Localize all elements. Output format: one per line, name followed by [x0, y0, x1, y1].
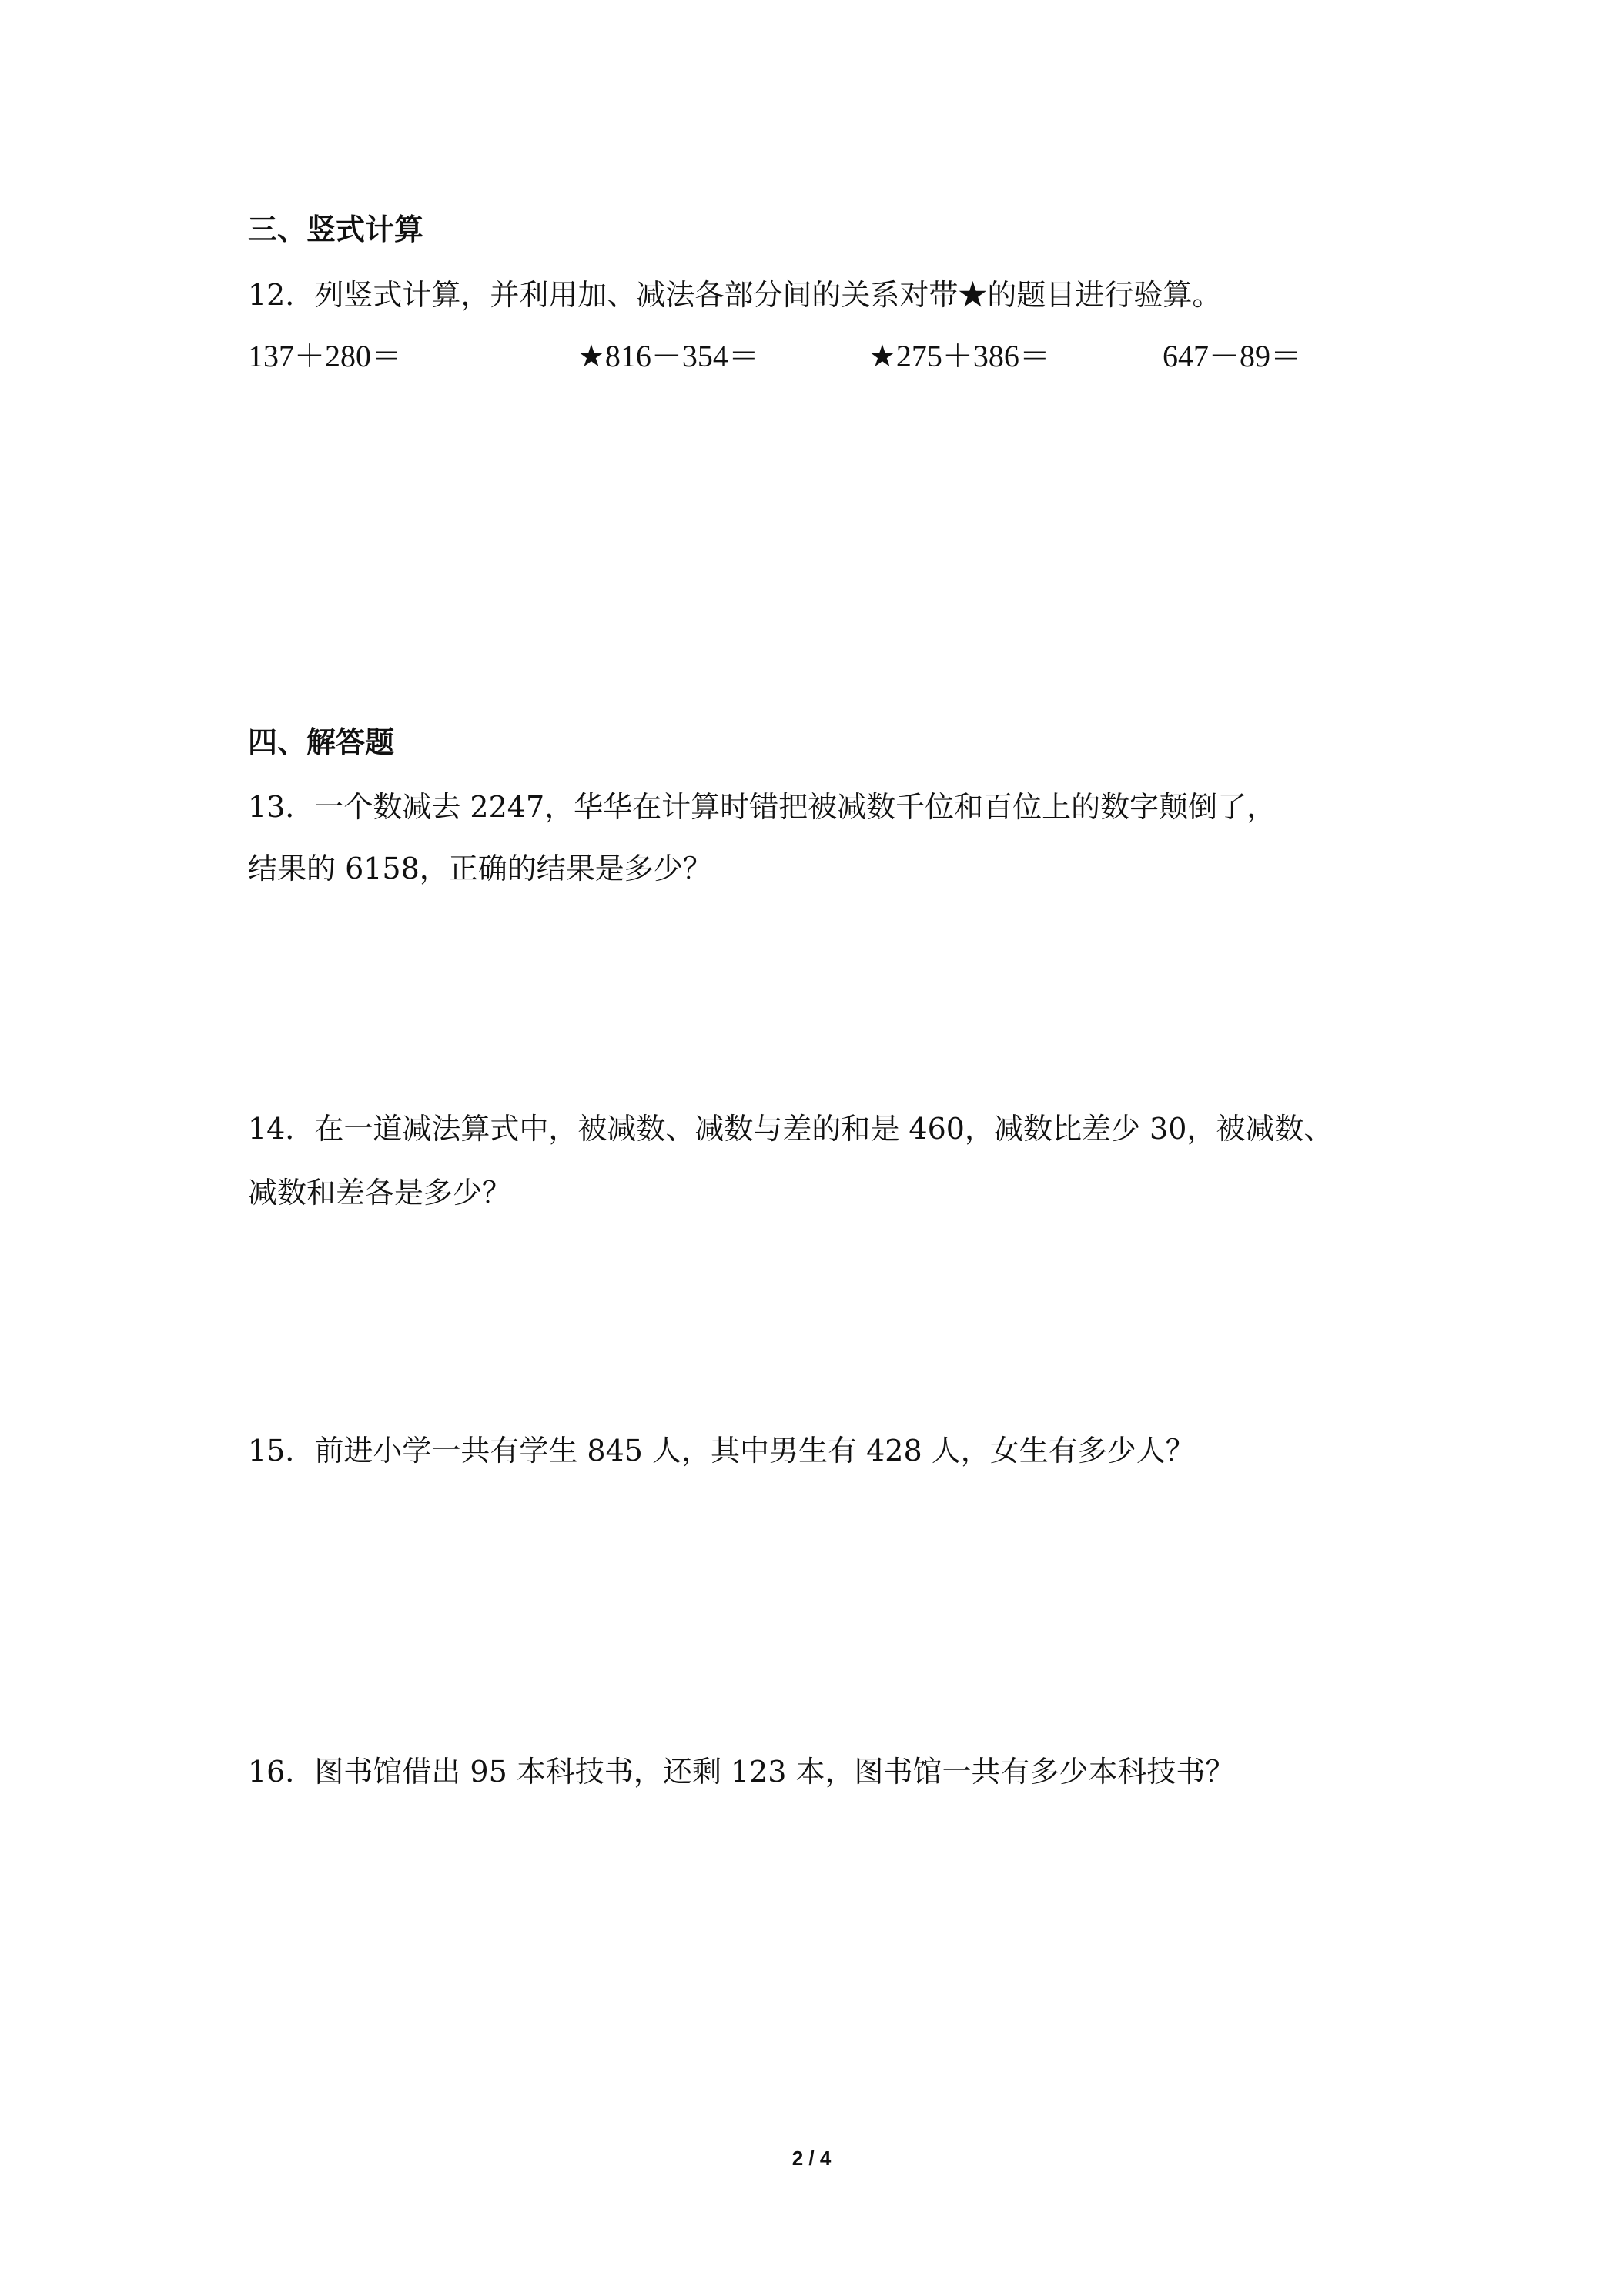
expression-2: ★816－354＝ — [577, 339, 759, 373]
section-title-word-problems: 四、解答题 — [248, 725, 395, 759]
question-15-line-1: 15．前进小学一共有学生 845 人，其中男生有 428 人，女生有多少人？ — [248, 1434, 1195, 1468]
question-12-text: 12．列竖式计算，并利用加、减法各部分间的关系对带★的题目进行验算。 — [248, 278, 1222, 312]
section-title-vertical-calculation: 三、竖式计算 — [248, 213, 424, 246]
question-13-line-2: 结果的 6158，正确的结果是多少？ — [248, 852, 712, 885]
question-14-line-2: 减数和差各是多少？ — [248, 1176, 512, 1210]
question-14-line-1: 14．在一道减法算式中，被减数、减数与差的和是 460，减数比差少 30，被减数、 — [248, 1112, 1334, 1146]
expression-3: ★275＋386＝ — [868, 339, 1050, 373]
question-16-line-1: 16．图书馆借出 95 本科技书，还剩 123 本，图书馆一共有多少本科技书？ — [248, 1755, 1235, 1789]
expression-4: 647－89＝ — [1163, 339, 1301, 373]
question-13-line-1: 13．一个数减去 2247，华华在计算时错把被减数千位和百位上的数字颠倒了， — [248, 790, 1277, 824]
expression-1: 137＋280＝ — [248, 339, 402, 373]
page-number: 2 / 4 — [791, 2147, 832, 2170]
